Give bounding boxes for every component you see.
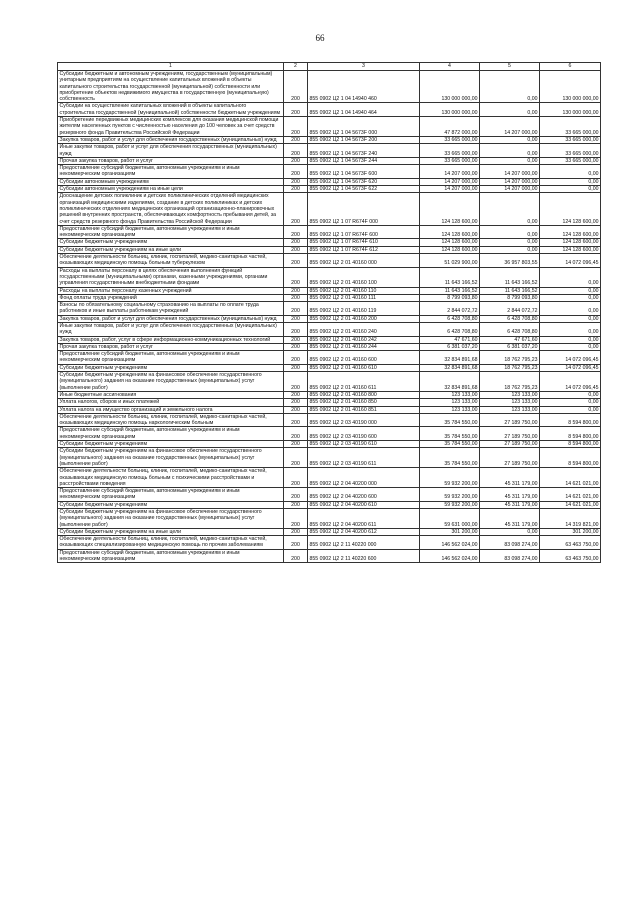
column-header-5: 5 xyxy=(480,63,540,71)
row-classification-code: 855 0902 Ц2 2 01 40160 850 xyxy=(308,399,420,406)
row-unexecuted-amount: 0,00 xyxy=(540,267,601,287)
row-classification-code: 855 0902 Ц2 2 04 40200 600 xyxy=(308,488,420,502)
row-unexecuted-amount: 14 072 096,45 xyxy=(540,364,601,371)
row-classification-code: 855 0902 Ц2 2 01 40160 851 xyxy=(308,406,420,413)
row-code: 200 xyxy=(284,413,308,427)
table-row xyxy=(58,413,601,427)
row-classification-code: 855 0902 Ц2 1 07 R674F 600 xyxy=(308,225,420,239)
row-classification-code: 855 0902 Ц2 2 11 40220 000 xyxy=(308,536,420,550)
row-approved-amount: 59 932 200,00 xyxy=(420,488,480,502)
row-name: Субсидии бюджетным и автономным учреждениям, государственным (муниципальным) унитарным предприятиям на осуществление капитальных вложений в объекты капитального строительства государственной (муниципальной) собственности или приобретение объектов недвижимого имущества в государственную (муниципальную) собственность xyxy=(58,71,284,103)
row-classification-code: 855 0902 Ц2 2 11 40220 600 xyxy=(308,549,420,563)
row-executed-amount: 6 428 708,80 xyxy=(480,315,540,322)
table-row xyxy=(58,336,601,343)
row-executed-amount: 14 207 000,00 xyxy=(480,165,540,179)
row-approved-amount: 14 207 000,00 xyxy=(420,186,480,193)
row-executed-amount: 14 207 000,00 xyxy=(480,186,540,193)
row-executed-amount: 14 207 000,00 xyxy=(480,178,540,185)
row-classification-code: 855 0902 Ц2 1 04 14940 460 xyxy=(308,71,420,103)
row-executed-amount: 27 189 750,00 xyxy=(480,448,540,468)
row-code: 200 xyxy=(284,322,308,336)
row-executed-amount: 11 643 166,52 xyxy=(480,287,540,294)
table-row xyxy=(58,246,601,253)
row-executed-amount: 0,00 xyxy=(480,225,540,239)
row-unexecuted-amount: 33 665 000,00 xyxy=(540,144,601,158)
row-unexecuted-amount: 14 621 021,00 xyxy=(540,488,601,502)
row-classification-code: 855 0902 Ц2 2 01 40160 600 xyxy=(308,351,420,365)
column-header-2: 2 xyxy=(284,63,308,71)
row-unexecuted-amount: 8 594 800,00 xyxy=(540,427,601,441)
row-name: Прочая закупка товаров, работ и услуг xyxy=(58,157,284,164)
row-classification-code: 855 0902 Ц2 2 04 40200 610 xyxy=(308,501,420,508)
row-unexecuted-amount: 14 621 021,00 xyxy=(540,501,601,508)
table-row xyxy=(58,399,601,406)
row-executed-amount: 47 671,60 xyxy=(480,336,540,343)
row-executed-amount: 0,00 xyxy=(480,193,540,225)
row-unexecuted-amount: 8 594 800,00 xyxy=(540,441,601,448)
row-name: Предоставление субсидий бюджетным, автономным учреждениям и иным некоммерческим организациям xyxy=(58,165,284,179)
row-classification-code: 855 0902 Ц2 2 01 40160 100 xyxy=(308,267,420,287)
row-unexecuted-amount: 14 072 096,45 xyxy=(540,254,601,268)
row-executed-amount: 0,00 xyxy=(480,528,540,535)
row-name: Приобретение передвижных медицинских комплексов для оказания медицинской помощи жителям населенных пунктов с численностью населения до 100 человек за счет средств резервного фонда Правительства Российской Федерации xyxy=(58,117,284,137)
table-row xyxy=(58,157,601,164)
row-name: Предоставление субсидий бюджетным, автономным учреждениям и иным некоммерческим организациям xyxy=(58,427,284,441)
table-row xyxy=(58,501,601,508)
table-row xyxy=(58,239,601,246)
row-unexecuted-amount: 0,00 xyxy=(540,287,601,294)
row-executed-amount: 11 643 166,52 xyxy=(480,267,540,287)
row-name: Расходы на выплаты персоналу казенных учреждений xyxy=(58,287,284,294)
row-approved-amount: 59 932 200,00 xyxy=(420,501,480,508)
row-code: 200 xyxy=(284,488,308,502)
table-row xyxy=(58,549,601,563)
row-code: 200 xyxy=(284,294,308,301)
row-unexecuted-amount: 33 665 000,00 xyxy=(540,136,601,143)
row-code: 200 xyxy=(284,225,308,239)
row-executed-amount: 83 098 274,00 xyxy=(480,549,540,563)
table-row xyxy=(58,391,601,398)
row-code: 200 xyxy=(284,246,308,253)
table-row xyxy=(58,427,601,441)
row-classification-code: 855 0902 Ц2 2 03 40190 000 xyxy=(308,413,420,427)
row-unexecuted-amount: 0,00 xyxy=(540,343,601,350)
row-classification-code: 855 0902 Ц2 2 01 40160 800 xyxy=(308,391,420,398)
row-name: Субсидии на осуществление капитальных вложений в объекты капитального строительства государственной (муниципальной) собственности бюджетным учреждениям xyxy=(58,103,284,117)
table-row xyxy=(58,165,601,179)
table-row xyxy=(58,178,601,185)
row-approved-amount: 33 665 000,00 xyxy=(420,157,480,164)
row-executed-amount: 18 762 795,23 xyxy=(480,351,540,365)
row-unexecuted-amount: 301 200,00 xyxy=(540,528,601,535)
row-executed-amount: 83 098 274,00 xyxy=(480,536,540,550)
row-executed-amount: 18 762 795,23 xyxy=(480,372,540,392)
table-row xyxy=(58,136,601,143)
row-code: 200 xyxy=(284,468,308,488)
row-name: Субсидии бюджетным учреждениям на финансовое обеспечение государственного (муниципального) задания на оказание государственных (муниципальных) услуг (выполнение работ) xyxy=(58,372,284,392)
table-row xyxy=(58,528,601,535)
row-name: Обеспечение деятельности больниц, клиник, госпиталей, медико-санитарных частей, оказывающих медицинскую помощь больным с психическими расстройствами и расстройствами поведения xyxy=(58,468,284,488)
table-row xyxy=(58,186,601,193)
row-unexecuted-amount: 130 000 000,00 xyxy=(540,71,601,103)
row-approved-amount: 35 784 550,00 xyxy=(420,427,480,441)
row-name: Предоставление субсидий бюджетным, автономным учреждениям и иным некоммерческим организациям xyxy=(58,225,284,239)
row-unexecuted-amount: 63 463 750,00 xyxy=(540,536,601,550)
row-unexecuted-amount: 14 319 821,00 xyxy=(540,509,601,529)
row-name: Расходы на выплаты персоналу в целях обеспечения выполнения функций государственными (муниципальными) органами, казенными учреждениями, органами управления государственными внебюджетными фондами xyxy=(58,267,284,287)
row-name: Обеспечение деятельности больниц, клиник, госпиталей, медико-санитарных частей, оказывающих медицинскую помощь больным туберкулезом xyxy=(58,254,284,268)
row-classification-code: 855 0902 Ц2 1 04 14940 464 xyxy=(308,103,420,117)
row-unexecuted-amount: 0,00 xyxy=(540,315,601,322)
row-classification-code: 855 0902 Ц2 1 04 5673F 620 xyxy=(308,178,420,185)
row-executed-amount: 123 133,00 xyxy=(480,406,540,413)
row-executed-amount: 14 207 000,00 xyxy=(480,117,540,137)
row-code: 200 xyxy=(284,509,308,529)
row-code: 200 xyxy=(284,372,308,392)
row-code: 200 xyxy=(284,165,308,179)
row-executed-amount: 123 133,00 xyxy=(480,391,540,398)
row-code: 200 xyxy=(284,391,308,398)
row-name: Субсидии бюджетным учреждениям xyxy=(58,501,284,508)
row-approved-amount: 124 128 600,00 xyxy=(420,225,480,239)
row-executed-amount: 0,00 xyxy=(480,103,540,117)
row-name: Субсидии автономным учреждениям на иные цели xyxy=(58,186,284,193)
row-approved-amount: 123 133,00 xyxy=(420,391,480,398)
row-unexecuted-amount: 0,00 xyxy=(540,391,601,398)
row-code: 200 xyxy=(284,71,308,103)
row-executed-amount: 0,00 xyxy=(480,157,540,164)
table-body xyxy=(58,71,601,563)
row-approved-amount: 146 562 024,00 xyxy=(420,536,480,550)
row-name: Субсидии бюджетным учреждениям на иные цели xyxy=(58,528,284,535)
row-code: 200 xyxy=(284,103,308,117)
row-name: Закупка товаров, работ и услуг для обеспечения государственных (муниципальных) нужд xyxy=(58,136,284,143)
table-row xyxy=(58,343,601,350)
row-executed-amount: 0,00 xyxy=(480,144,540,158)
row-code: 200 xyxy=(284,136,308,143)
row-classification-code: 855 0902 Ц2 2 03 40190 610 xyxy=(308,441,420,448)
row-code: 200 xyxy=(284,427,308,441)
row-name: Иные закупки товаров, работ и услуг для обеспечения государственных (муниципальных) нужд xyxy=(58,322,284,336)
table-row xyxy=(58,287,601,294)
row-executed-amount: 45 311 179,00 xyxy=(480,488,540,502)
row-name: Предоставление субсидий бюджетным, автономным учреждениям и иным некоммерческим организациям xyxy=(58,549,284,563)
row-approved-amount: 14 207 000,00 xyxy=(420,178,480,185)
table-row xyxy=(58,294,601,301)
table-header-row xyxy=(58,63,601,71)
row-name: Субсидии бюджетным учреждениям на финансовое обеспечение государственного (муниципального) задания на оказание государственных (муниципальных) услуг (выполнение работ) xyxy=(58,448,284,468)
row-name: Дооснащение детских поликлиник и детских поликлинических отделений медицинских организаций медицинскими изделиями, создание в детских поликлиниках и детских поликлинических отделениях медицинских организаций организационно-планировочных решений внутренних пространств, обеспечивающих комфортность пребывания детей, за счет средств резервного фонда Правительства Российской Федерации xyxy=(58,193,284,225)
row-code: 200 xyxy=(284,399,308,406)
table-row xyxy=(58,441,601,448)
row-unexecuted-amount: 0,00 xyxy=(540,322,601,336)
row-approved-amount: 2 844 072,72 xyxy=(420,302,480,316)
row-approved-amount: 33 665 000,00 xyxy=(420,144,480,158)
row-name: Субсидии автономным учреждениям xyxy=(58,178,284,185)
row-approved-amount: 33 665 000,00 xyxy=(420,136,480,143)
row-classification-code: 855 0902 Ц2 2 01 40160 610 xyxy=(308,364,420,371)
row-code: 200 xyxy=(284,239,308,246)
row-approved-amount: 35 784 550,00 xyxy=(420,413,480,427)
row-approved-amount: 123 133,00 xyxy=(420,406,480,413)
row-classification-code: 855 0902 Ц2 2 03 40190 600 xyxy=(308,427,420,441)
row-code: 200 xyxy=(284,178,308,185)
row-classification-code: 855 0902 Ц2 2 01 40160 111 xyxy=(308,294,420,301)
table-row xyxy=(58,117,601,137)
row-code: 200 xyxy=(284,287,308,294)
row-approved-amount: 11 643 166,52 xyxy=(420,267,480,287)
table-row xyxy=(58,468,601,488)
column-header-1: 1 xyxy=(58,63,284,71)
row-executed-amount: 45 311 179,00 xyxy=(480,509,540,529)
row-code: 200 xyxy=(284,315,308,322)
row-executed-amount: 36 957 803,55 xyxy=(480,254,540,268)
row-approved-amount: 124 128 600,00 xyxy=(420,239,480,246)
row-approved-amount: 6 428 708,80 xyxy=(420,315,480,322)
table-row xyxy=(58,103,601,117)
page-number: 66 xyxy=(315,33,325,43)
row-code: 200 xyxy=(284,448,308,468)
row-code: 200 xyxy=(284,186,308,193)
row-unexecuted-amount: 124 128 600,00 xyxy=(540,193,601,225)
table-row xyxy=(58,351,601,365)
row-code: 200 xyxy=(284,254,308,268)
table-row xyxy=(58,536,601,550)
row-name: Иные закупки товаров, работ и услуг для обеспечения государственных (муниципальных) нужд xyxy=(58,144,284,158)
row-name: Уплата налога на имущество организаций и земельного налога xyxy=(58,406,284,413)
row-executed-amount: 6 428 708,80 xyxy=(480,322,540,336)
row-unexecuted-amount: 130 000 000,00 xyxy=(540,103,601,117)
row-approved-amount: 123 133,00 xyxy=(420,399,480,406)
row-unexecuted-amount: 0,00 xyxy=(540,165,601,179)
row-approved-amount: 35 784 550,00 xyxy=(420,441,480,448)
row-name: Обеспечение деятельности больниц, клиник, госпиталей, медико-санитарных частей, оказывающих медицинскую помощь наркологическим больным xyxy=(58,413,284,427)
row-approved-amount: 32 834 891,68 xyxy=(420,364,480,371)
column-header-4: 4 xyxy=(420,63,480,71)
row-classification-code: 855 0902 Ц2 2 01 40160 611 xyxy=(308,372,420,392)
table-row xyxy=(58,254,601,268)
table-row xyxy=(58,267,601,287)
row-name: Субсидии бюджетным учреждениям на финансовое обеспечение государственного (муниципального) задания на оказание государственных (муниципальных) услуг (выполнение работ) xyxy=(58,509,284,529)
row-classification-code: 855 0902 Ц2 2 01 40160 000 xyxy=(308,254,420,268)
row-unexecuted-amount: 0,00 xyxy=(540,399,601,406)
row-approved-amount: 59 932 200,00 xyxy=(420,468,480,488)
table-row xyxy=(58,509,601,529)
row-classification-code: 855 0902 Ц2 2 01 40160 110 xyxy=(308,287,420,294)
row-classification-code: 855 0902 Ц2 2 01 40160 119 xyxy=(308,302,420,316)
row-code: 200 xyxy=(284,536,308,550)
row-approved-amount: 14 207 000,00 xyxy=(420,165,480,179)
row-name: Субсидии бюджетным учреждениям xyxy=(58,441,284,448)
row-unexecuted-amount: 0,00 xyxy=(540,294,601,301)
row-code: 200 xyxy=(284,343,308,350)
row-code: 200 xyxy=(284,157,308,164)
table-row xyxy=(58,302,601,316)
row-name: Взносы по обязательному социальному страхованию на выплаты по оплате труда работников и иные выплаты работникам учреждений xyxy=(58,302,284,316)
row-unexecuted-amount: 8 594 800,00 xyxy=(540,413,601,427)
row-unexecuted-amount: 0,00 xyxy=(540,336,601,343)
table-row xyxy=(58,315,601,322)
column-header-3: 3 xyxy=(308,63,420,71)
row-unexecuted-amount: 8 594 800,00 xyxy=(540,448,601,468)
row-approved-amount: 130 000 000,00 xyxy=(420,71,480,103)
row-code: 200 xyxy=(284,528,308,535)
row-classification-code: 855 0902 Ц2 2 03 40190 611 xyxy=(308,448,420,468)
row-name: Закупка товаров, работ и услуг для обеспечения государственных (муниципальных) нужд xyxy=(58,315,284,322)
row-code: 200 xyxy=(284,549,308,563)
table-row xyxy=(58,364,601,371)
row-unexecuted-amount: 14 621 021,00 xyxy=(540,468,601,488)
row-executed-amount: 27 189 750,00 xyxy=(480,427,540,441)
table-row xyxy=(58,225,601,239)
row-name: Предоставление субсидий бюджетным, автономным учреждениям и иным некоммерческим организациям xyxy=(58,351,284,365)
row-executed-amount: 0,00 xyxy=(480,71,540,103)
row-classification-code: 855 0902 Ц2 2 01 40160 244 xyxy=(308,343,420,350)
row-approved-amount: 51 029 900,00 xyxy=(420,254,480,268)
row-approved-amount: 35 784 550,00 xyxy=(420,448,480,468)
row-name: Обеспечение деятельности больниц, клиник, госпиталей, медико-санитарных частей, оказывающих специализированную медицинскую помощь по прочим заболеваниям xyxy=(58,536,284,550)
row-approved-amount: 47 671,60 xyxy=(420,336,480,343)
row-unexecuted-amount: 14 072 096,45 xyxy=(540,351,601,365)
row-approved-amount: 8 799 093,80 xyxy=(420,294,480,301)
row-code: 200 xyxy=(284,336,308,343)
table-row xyxy=(58,372,601,392)
row-approved-amount: 6 381 037,20 xyxy=(420,343,480,350)
row-approved-amount: 146 562 024,00 xyxy=(420,549,480,563)
row-code: 200 xyxy=(284,406,308,413)
row-classification-code: 855 0902 Ц2 1 04 5673F 240 xyxy=(308,144,420,158)
row-approved-amount: 59 631 000,00 xyxy=(420,509,480,529)
row-classification-code: 855 0902 Ц2 2 01 40160 242 xyxy=(308,336,420,343)
row-executed-amount: 45 311 179,00 xyxy=(480,468,540,488)
row-classification-code: 855 0902 Ц2 1 04 5673F 244 xyxy=(308,157,420,164)
row-unexecuted-amount: 0,00 xyxy=(540,186,601,193)
row-executed-amount: 8 799 093,80 xyxy=(480,294,540,301)
row-name: Закупка товаров, работ, услуг в сфере информационно-коммуникационных технологий xyxy=(58,336,284,343)
row-approved-amount: 11 643 166,52 xyxy=(420,287,480,294)
row-executed-amount: 6 381 037,20 xyxy=(480,343,540,350)
table-row xyxy=(58,193,601,225)
row-name: Предоставление субсидий бюджетным, автономным учреждениям и иным некоммерческим организациям xyxy=(58,488,284,502)
row-unexecuted-amount: 124 128 600,00 xyxy=(540,239,601,246)
row-classification-code: 855 0902 Ц2 1 04 5673F 600 xyxy=(308,165,420,179)
row-code: 200 xyxy=(284,364,308,371)
row-executed-amount: 45 311 179,00 xyxy=(480,501,540,508)
row-code: 200 xyxy=(284,117,308,137)
row-classification-code: 855 0902 Ц2 2 04 40200 611 xyxy=(308,509,420,529)
row-code: 200 xyxy=(284,144,308,158)
row-approved-amount: 32 834 891,68 xyxy=(420,351,480,365)
row-unexecuted-amount: 0,00 xyxy=(540,406,601,413)
row-unexecuted-amount: 0,00 xyxy=(540,178,601,185)
row-classification-code: 855 0902 Ц2 2 01 40160 240 xyxy=(308,322,420,336)
row-approved-amount: 124 128 600,00 xyxy=(420,193,480,225)
row-code: 200 xyxy=(284,501,308,508)
row-executed-amount: 27 189 750,00 xyxy=(480,413,540,427)
row-executed-amount: 2 844 072,72 xyxy=(480,302,540,316)
table-row xyxy=(58,144,601,158)
row-classification-code: 855 0902 Ц2 1 07 R674F 000 xyxy=(308,193,420,225)
row-approved-amount: 6 428 708,80 xyxy=(420,322,480,336)
row-code: 200 xyxy=(284,302,308,316)
row-classification-code: 855 0902 Ц2 1 04 5673F 622 xyxy=(308,186,420,193)
row-unexecuted-amount: 124 128 600,00 xyxy=(540,246,601,253)
table-row xyxy=(58,322,601,336)
row-approved-amount: 47 872 000,00 xyxy=(420,117,480,137)
row-executed-amount: 0,00 xyxy=(480,246,540,253)
row-name: Субсидии бюджетным учреждениям xyxy=(58,239,284,246)
row-code: 200 xyxy=(284,351,308,365)
row-classification-code: 855 0902 Ц2 1 07 R674F 612 xyxy=(308,246,420,253)
row-approved-amount: 124 128 600,00 xyxy=(420,246,480,253)
row-name: Уплата налогов, сборов и иных платежей xyxy=(58,399,284,406)
row-executed-amount: 0,00 xyxy=(480,239,540,246)
row-approved-amount: 130 000 000,00 xyxy=(420,103,480,117)
row-unexecuted-amount: 63 463 750,00 xyxy=(540,549,601,563)
row-approved-amount: 32 834 891,68 xyxy=(420,372,480,392)
row-name: Прочая закупка товаров, работ и услуг xyxy=(58,343,284,350)
row-name: Фонд оплаты труда учреждений xyxy=(58,294,284,301)
row-classification-code: 855 0902 Ц2 2 01 40160 200 xyxy=(308,315,420,322)
table-row xyxy=(58,448,601,468)
row-classification-code: 855 0902 Ц2 2 04 40200 000 xyxy=(308,468,420,488)
row-executed-amount: 27 189 750,00 xyxy=(480,441,540,448)
table-row xyxy=(58,71,601,103)
row-unexecuted-amount: 124 128 600,00 xyxy=(540,225,601,239)
row-code: 200 xyxy=(284,193,308,225)
row-name: Субсидии бюджетным учреждениям xyxy=(58,364,284,371)
row-unexecuted-amount: 33 665 000,00 xyxy=(540,157,601,164)
row-executed-amount: 18 762 795,23 xyxy=(480,364,540,371)
row-approved-amount: 301 200,00 xyxy=(420,528,480,535)
row-classification-code: 855 0902 Ц2 1 04 5673F 200 xyxy=(308,136,420,143)
row-unexecuted-amount: 33 665 000,00 xyxy=(540,117,601,137)
row-classification-code: 855 0902 Ц2 1 04 5673F 000 xyxy=(308,117,420,137)
column-header-6: 6 xyxy=(540,63,601,71)
row-name: Субсидии бюджетным учреждениям на иные цели xyxy=(58,246,284,253)
row-executed-amount: 123 133,00 xyxy=(480,399,540,406)
row-unexecuted-amount: 0,00 xyxy=(540,302,601,316)
row-executed-amount: 0,00 xyxy=(480,136,540,143)
row-name: Иные бюджетные ассигнования xyxy=(58,391,284,398)
row-code: 200 xyxy=(284,441,308,448)
row-unexecuted-amount: 14 072 096,45 xyxy=(540,372,601,392)
row-classification-code: 855 0902 Ц2 2 04 40200 612 xyxy=(308,528,420,535)
table-row xyxy=(58,488,601,502)
row-code: 200 xyxy=(284,267,308,287)
row-classification-code: 855 0902 Ц2 1 07 R674F 610 xyxy=(308,239,420,246)
table-row xyxy=(58,406,601,413)
budget-execution-table xyxy=(57,62,601,563)
